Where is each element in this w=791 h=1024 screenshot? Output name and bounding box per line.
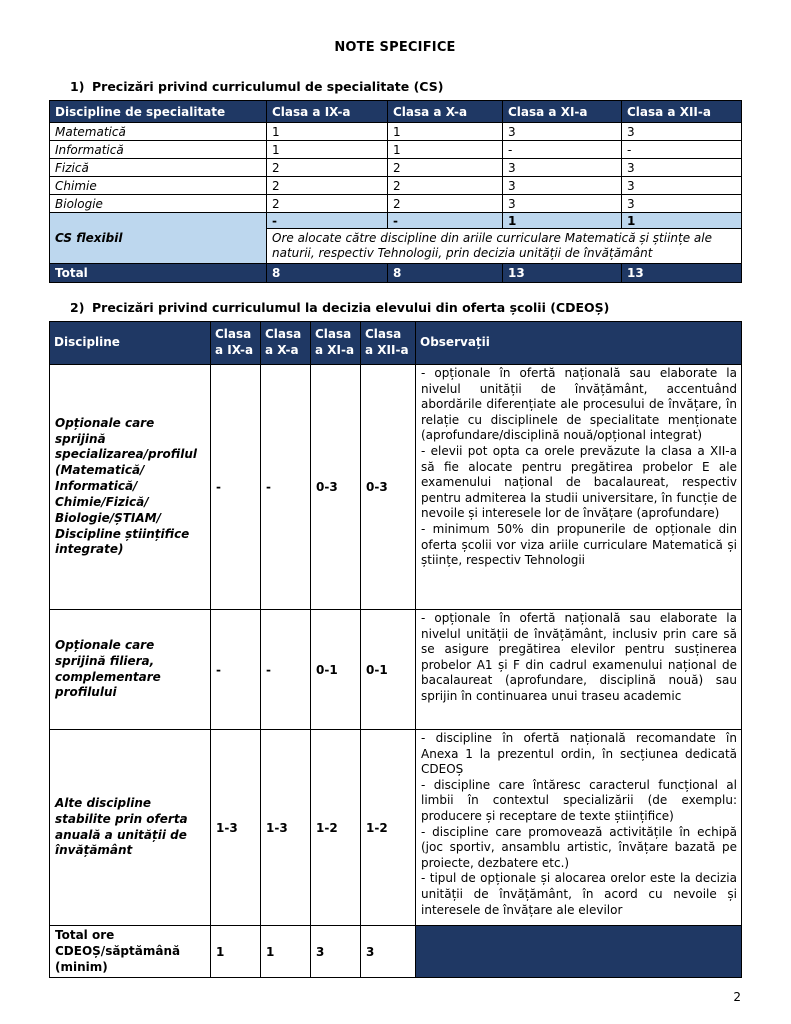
value-cell: 8 <box>267 264 388 283</box>
value-cell: 1-3 <box>211 730 261 926</box>
cdeos-table-header-row <box>50 322 742 365</box>
column-header-clasa-9: Clasa a IX-a <box>211 322 261 365</box>
column-header-discipline: Discipline de specialitate <box>50 101 267 123</box>
value-cell: - <box>622 141 742 159</box>
value-cell: 0-1 <box>361 610 416 730</box>
value-cell: - <box>503 141 622 159</box>
discipline-name-cell: Alte discipline stabilite prin oferta anuală a unității de învățământ <box>50 730 211 926</box>
value-cell: 1 <box>267 123 388 141</box>
value-cell: 1-3 <box>261 730 311 926</box>
value-cell: 2 <box>267 177 388 195</box>
page-title: NOTE SPECIFICE <box>334 40 456 55</box>
column-header-clasa-10: Clasa a X-a <box>261 322 311 365</box>
observations-cell <box>416 365 742 610</box>
value-cell: 2 <box>267 195 388 213</box>
row-label-cell: Chimie <box>50 177 267 195</box>
cs-flexibil-note-cell: Ore alocate către discipline din ariile curriculare Matematică și științe ale naturii, respectiv Tehnologii, prin decizia unității de învățământ <box>267 229 742 264</box>
observation-item: - tipul de opționale și alocarea orelor este la decizia unității de învățământ, în acord cu nevoile și interesele de învățare ale elevilor <box>421 871 737 917</box>
cs-flexibil-label-cell: CS flexibil <box>50 213 267 264</box>
observation-item: - discipline care promovează activitățile în echipă (joc sportiv, ansamblu artistic, învățare bazată pe proiecte, dezbatere etc.) <box>421 824 737 870</box>
row-label-cell: Fizică <box>50 159 267 177</box>
section1-number: 1) <box>70 79 85 94</box>
value-cell: 1 <box>388 141 503 159</box>
observation-item: - minimum 50% din propunerile de opționale din oferta școlii vor viza ariile curriculare Matematică și științe, respectiv Tehnologii <box>421 521 737 568</box>
value-cell: 1 <box>261 926 311 978</box>
table-row <box>50 177 742 195</box>
value-cell: 3 <box>622 177 742 195</box>
value-cell: 1 <box>622 213 742 229</box>
page-number: 2 <box>733 990 741 1004</box>
total-row <box>50 264 742 283</box>
value-cell: 3 <box>503 159 622 177</box>
observations-cell <box>416 610 742 730</box>
section1-heading-text: Precizări privind curriculumul de specialitate (CS) <box>92 79 444 94</box>
value-cell: - <box>211 365 261 610</box>
column-header-clasa-12: Clasa a XII-a <box>361 322 416 365</box>
table-row <box>50 610 742 730</box>
value-cell: 1 <box>211 926 261 978</box>
value-cell: 3 <box>622 123 742 141</box>
value-cell: 1 <box>267 141 388 159</box>
empty-observations-cell <box>416 926 742 978</box>
value-cell: - <box>261 610 311 730</box>
value-cell: 3 <box>311 926 361 978</box>
value-cell: 3 <box>361 926 416 978</box>
value-cell: 1 <box>503 213 622 229</box>
discipline-name-cell: Opționale care sprijină specializarea/profilul (Matematică/ Informatică/ Chimie/Fizică/ Biologie/ȘTIAM/ Discipline științifice integrate) <box>50 365 211 610</box>
cs-flexibil-values-row <box>50 213 742 229</box>
row-label-cell: Informatică <box>50 141 267 159</box>
section2-heading-text: Precizări privind curriculumul la decizia elevului din oferta școlii (CDEOȘ) <box>92 300 610 315</box>
column-header-clasa-9: Clasa a IX-a <box>267 101 388 123</box>
table-row <box>50 141 742 159</box>
observation-item: - discipline în ofertă națională recomandate în Anexa 1 la prezentul ordin, în secțiunea dedicată CDEOȘ <box>421 731 737 777</box>
value-cell: 3 <box>503 195 622 213</box>
value-cell: - <box>261 365 311 610</box>
value-cell: 0-1 <box>311 610 361 730</box>
value-cell: 13 <box>622 264 742 283</box>
value-cell: 3 <box>622 159 742 177</box>
observation-item: - elevii pot opta ca orele prevăzute la clasa a XII-a să fie alocate pentru pregătirea probelor E ale examenului național de bacalaureat, respectiv pentru admiterea la studii universitare, în funcție de nevoile și interesele lor de învățare (aprofundare) <box>421 443 737 521</box>
column-header-discipline: Discipline <box>50 322 211 365</box>
value-cell: - <box>211 610 261 730</box>
cs-table <box>49 100 742 283</box>
value-cell: 0-3 <box>361 365 416 610</box>
section2-heading <box>70 300 741 315</box>
value-cell: 1-2 <box>361 730 416 926</box>
column-header-observatii: Observații <box>416 322 742 365</box>
value-cell: - <box>267 213 388 229</box>
observations-cell <box>416 730 742 926</box>
value-cell: 0-3 <box>311 365 361 610</box>
value-cell: 3 <box>622 195 742 213</box>
value-cell: 2 <box>388 195 503 213</box>
observation-item: - discipline care întăresc caracterul funcțional al limbii în contextul specializării (de exemplu: producere și receptare de texte științifice) <box>421 777 737 823</box>
column-header-clasa-11: Clasa a XI-a <box>503 101 622 123</box>
total-label-cell: Total <box>50 264 267 283</box>
row-label-cell: Biologie <box>50 195 267 213</box>
table-row <box>50 159 742 177</box>
value-cell: 2 <box>388 177 503 195</box>
value-cell: - <box>388 213 503 229</box>
value-cell: 1-2 <box>311 730 361 926</box>
section1-heading <box>70 79 741 94</box>
column-header-clasa-12: Clasa a XII-a <box>622 101 742 123</box>
value-cell: 3 <box>503 177 622 195</box>
value-cell: 1 <box>388 123 503 141</box>
value-cell: 3 <box>503 123 622 141</box>
value-cell: 2 <box>267 159 388 177</box>
observation-item: - opționale în ofertă națională sau elaborate la nivelul unității de învățământ, inclusiv prin care să se asigure pregătirea elevilor pentru susținerea probelor A1 și F din cadrul examenului național de bacalaureat (aprofundare, disciplină nouă) sau sprijin în continuarea unui traseu academic <box>421 611 737 703</box>
value-cell: 13 <box>503 264 622 283</box>
discipline-name-cell: Opționale care sprijină filiera, complementare profilului <box>50 610 211 730</box>
row-label-cell: Matematică <box>50 123 267 141</box>
table-row <box>50 365 742 610</box>
column-header-clasa-11: Clasa a XI-a <box>311 322 361 365</box>
section2-number: 2) <box>70 300 85 315</box>
column-header-clasa-10: Clasa a X-a <box>388 101 503 123</box>
value-cell: 2 <box>388 159 503 177</box>
table-row <box>50 195 742 213</box>
total-row <box>50 926 742 978</box>
total-label-cell: Total ore CDEOȘ/săptămână (minim) <box>50 926 211 978</box>
cdeos-table <box>49 321 742 978</box>
table-row <box>50 730 742 926</box>
table-row <box>50 123 742 141</box>
value-cell: 8 <box>388 264 503 283</box>
observation-item: - opționale în ofertă națională sau elaborate la nivelul unității de învățământ, accentuând abordările diferențiate ale procesului de învățare, în relație cu disciplinele de specialitate menționate (aprofundare/disciplină nouă/opțional integrat) <box>421 366 737 443</box>
cs-table-header-row <box>50 101 742 123</box>
